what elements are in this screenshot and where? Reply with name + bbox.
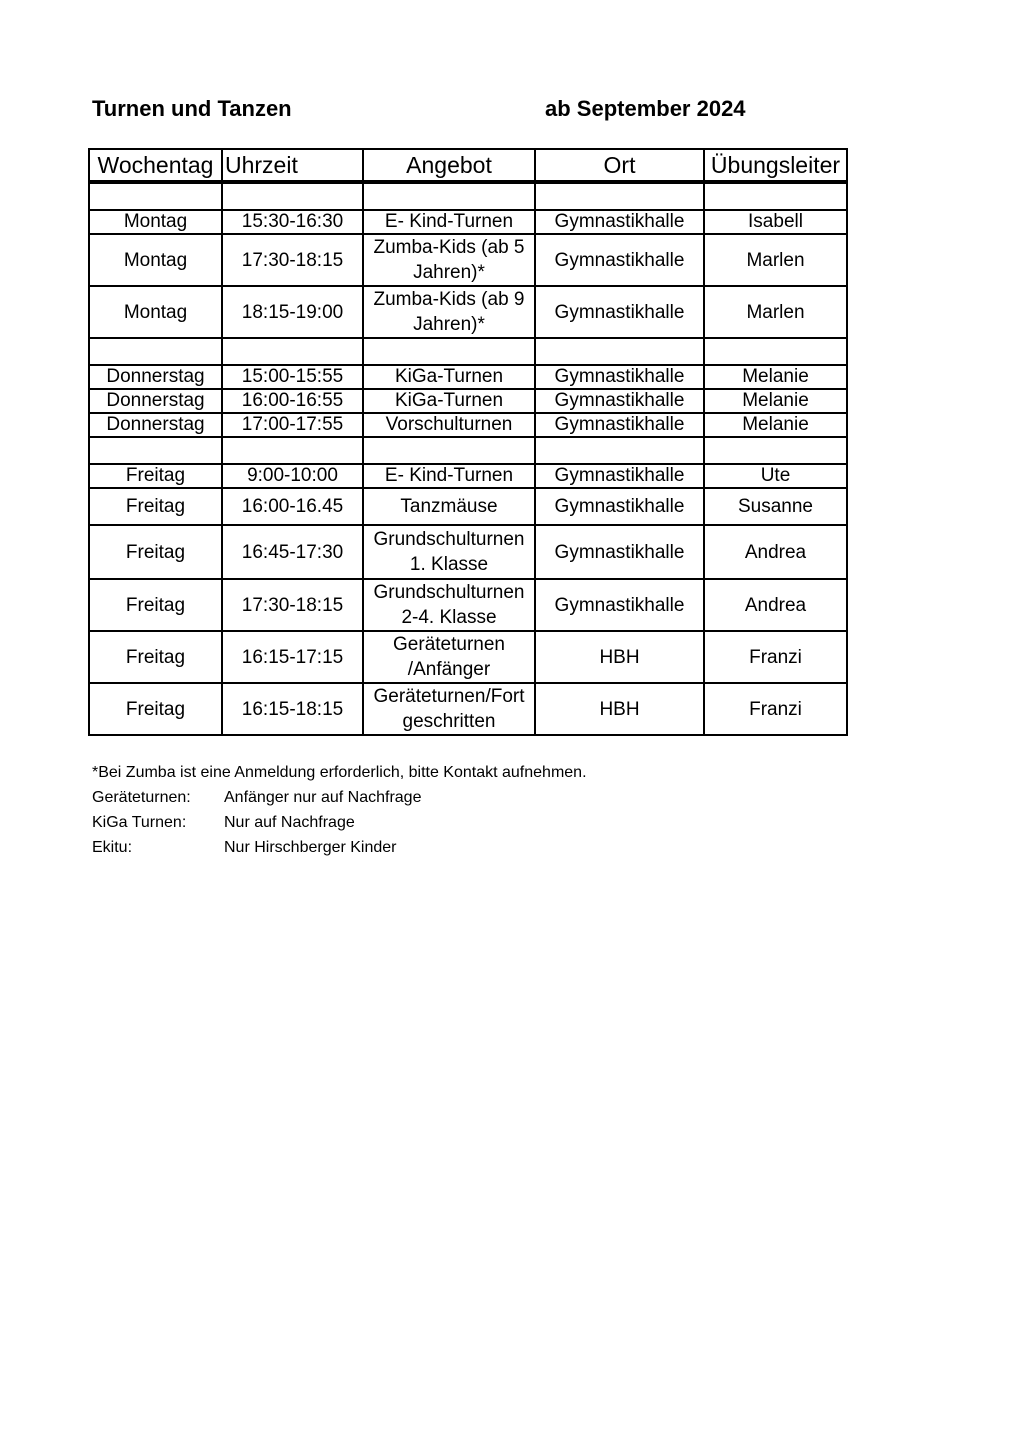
note-label: Ekitu:	[92, 839, 133, 856]
day-cell: Donnerstag	[89, 365, 222, 389]
trainer-cell: Marlen	[704, 286, 847, 338]
place-cell: Gymnastikhalle	[535, 234, 704, 286]
note-row	[92, 785, 587, 810]
column-header-trainer: Übungsleiter	[704, 149, 847, 182]
offer-cell: Geräteturnen/Fort geschritten	[363, 683, 535, 735]
trainer-cell: Susanne	[704, 488, 847, 525]
column-header-place: Ort	[535, 149, 704, 182]
day-cell: Donnerstag	[89, 389, 222, 413]
time-cell: 9:00-10:00	[222, 464, 363, 488]
note-row	[92, 810, 587, 835]
table-row	[89, 234, 847, 286]
day-cell: Freitag	[89, 525, 222, 579]
day-cell: Montag	[89, 210, 222, 234]
place-cell: Gymnastikhalle	[535, 286, 704, 338]
note-text: Anfänger nur auf Nachfrage	[224, 789, 422, 806]
time-cell: 16:00-16.45	[222, 488, 363, 525]
offer-cell: Geräteturnen /Anfänger	[363, 631, 535, 683]
offer-cell: Zumba-Kids (ab 5 Jahren)*	[363, 234, 535, 286]
page-title: Turnen und Tanzen	[92, 96, 292, 121]
table-row	[89, 488, 847, 525]
table-row	[89, 365, 847, 389]
time-cell: 16:15-18:15	[222, 683, 363, 735]
note-row	[92, 835, 587, 860]
offer-cell: E- Kind-Turnen	[363, 210, 535, 234]
spacer-row	[89, 182, 847, 210]
place-cell: HBH	[535, 631, 704, 683]
trainer-cell: Franzi	[704, 683, 847, 735]
day-cell: Freitag	[89, 579, 222, 631]
column-header-time: Uhrzeit	[222, 149, 363, 182]
table-row	[89, 525, 847, 579]
time-cell: 16:45-17:30	[222, 525, 363, 579]
table-row	[89, 286, 847, 338]
time-cell: 18:15-19:00	[222, 286, 363, 338]
trainer-cell: Melanie	[704, 389, 847, 413]
trainer-cell: Melanie	[704, 413, 847, 437]
spacer-row	[89, 338, 847, 365]
time-cell: 17:30-18:15	[222, 579, 363, 631]
schedule-table	[88, 148, 848, 736]
note-label: Geräteturnen:	[92, 789, 191, 806]
table-row	[89, 389, 847, 413]
table-row	[89, 210, 847, 234]
trainer-cell: Franzi	[704, 631, 847, 683]
place-cell: Gymnastikhalle	[535, 464, 704, 488]
offer-cell: Grundschulturnen 2-4. Klasse	[363, 579, 535, 631]
table-row	[89, 683, 847, 735]
day-cell: Donnerstag	[89, 413, 222, 437]
offer-cell: E- Kind-Turnen	[363, 464, 535, 488]
day-cell: Montag	[89, 286, 222, 338]
table-row	[89, 464, 847, 488]
note-text: Nur auf Nachfrage	[224, 814, 355, 831]
trainer-cell: Isabell	[704, 210, 847, 234]
place-cell: Gymnastikhalle	[535, 525, 704, 579]
day-cell: Freitag	[89, 683, 222, 735]
offer-cell: KiGa-Turnen	[363, 389, 535, 413]
day-cell: Freitag	[89, 631, 222, 683]
day-cell: Freitag	[89, 488, 222, 525]
trainer-cell: Marlen	[704, 234, 847, 286]
column-header-day: Wochentag	[89, 149, 222, 182]
column-header-offer: Angebot	[363, 149, 535, 182]
trainer-cell: Ute	[704, 464, 847, 488]
trainer-cell: Andrea	[704, 579, 847, 631]
day-cell: Freitag	[89, 464, 222, 488]
offer-cell: KiGa-Turnen	[363, 365, 535, 389]
time-cell: 15:00-15:55	[222, 365, 363, 389]
offer-cell: Vorschulturnen	[363, 413, 535, 437]
place-cell: Gymnastikhalle	[535, 365, 704, 389]
place-cell: Gymnastikhalle	[535, 488, 704, 525]
zumba-note: *Bei Zumba ist eine Anmeldung erforderlich, bitte Kontakt aufnehmen.	[92, 764, 587, 781]
spacer-row	[89, 437, 847, 464]
trainer-cell: Andrea	[704, 525, 847, 579]
period-label: ab September 2024	[545, 96, 746, 121]
table-row	[89, 579, 847, 631]
time-cell: 17:00-17:55	[222, 413, 363, 437]
note-text: Nur Hirschberger Kinder	[224, 839, 397, 856]
day-cell: Montag	[89, 234, 222, 286]
place-cell: HBH	[535, 683, 704, 735]
place-cell: Gymnastikhalle	[535, 413, 704, 437]
time-cell: 15:30-16:30	[222, 210, 363, 234]
table-header-row	[89, 149, 847, 182]
offer-cell: Zumba-Kids (ab 9 Jahren)*	[363, 286, 535, 338]
place-cell: Gymnastikhalle	[535, 389, 704, 413]
place-cell: Gymnastikhalle	[535, 210, 704, 234]
time-cell: 16:15-17:15	[222, 631, 363, 683]
table-row	[89, 413, 847, 437]
offer-cell: Tanzmäuse	[363, 488, 535, 525]
place-cell: Gymnastikhalle	[535, 579, 704, 631]
table-row	[89, 631, 847, 683]
note-label: KiGa Turnen:	[92, 814, 187, 831]
notes-section	[92, 760, 587, 860]
time-cell: 16:00-16:55	[222, 389, 363, 413]
offer-cell: Grundschulturnen 1. Klasse	[363, 525, 535, 579]
time-cell: 17:30-18:15	[222, 234, 363, 286]
trainer-cell: Melanie	[704, 365, 847, 389]
